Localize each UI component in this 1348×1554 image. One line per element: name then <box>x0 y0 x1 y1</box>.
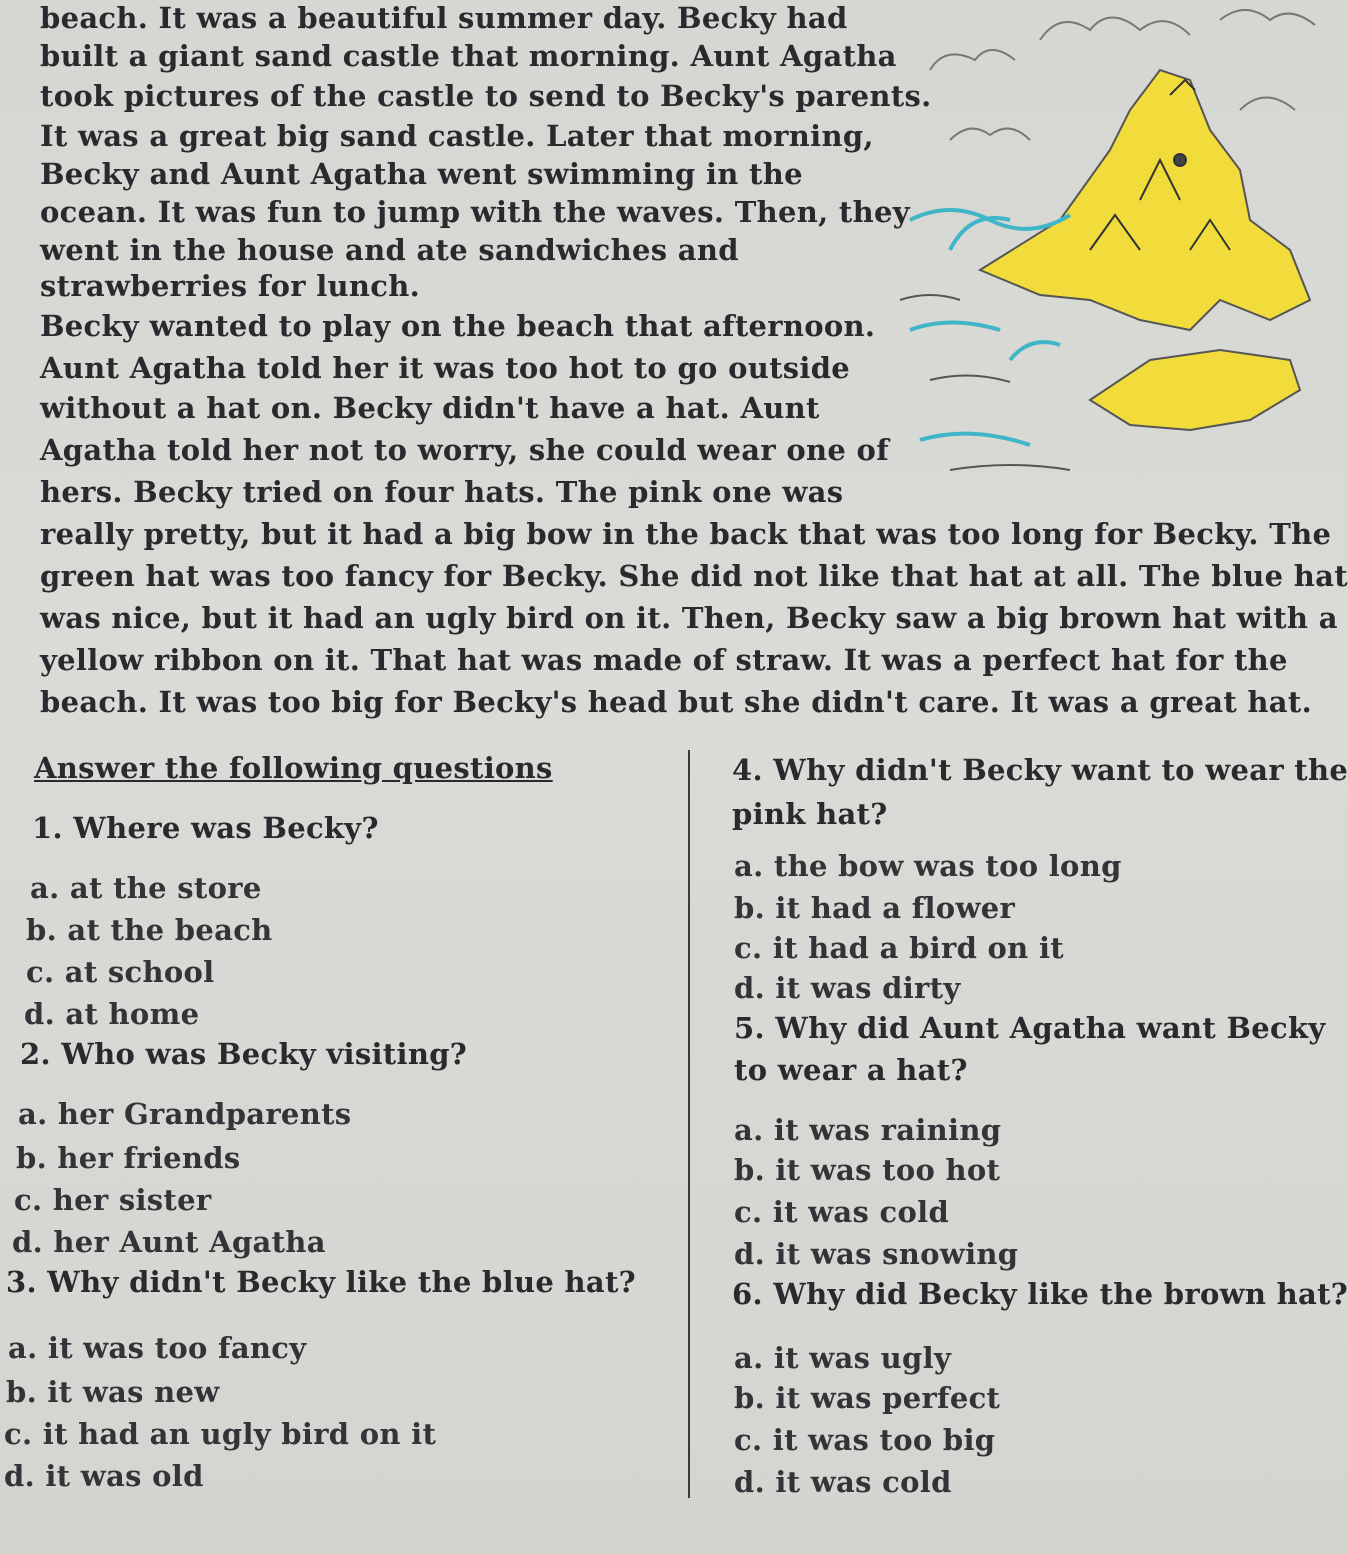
answer-option[interactable]: a. it was too fancy <box>8 1331 307 1365</box>
answer-option[interactable]: a. the bow was too long <box>734 849 1122 883</box>
question-4: 4. Why didn't Becky want to wear the <box>732 753 1348 787</box>
answer-option[interactable]: c. it had an ugly bird on it <box>4 1417 437 1451</box>
story-line: green hat was too fancy for Becky. She did not like that hat at all. The blue hat <box>40 559 1348 593</box>
story-line: Becky wanted to play on the beach that afternoon. <box>40 309 876 343</box>
story-line: was nice, but it had an ugly bird on it. Then, Becky saw a big brown hat with a <box>40 601 1338 635</box>
answer-option[interactable]: b. at the beach <box>26 913 273 947</box>
answer-option[interactable]: c. her sister <box>14 1183 212 1217</box>
clouds-icon <box>930 10 1315 140</box>
answer-option[interactable]: d. her Aunt Agatha <box>12 1225 326 1259</box>
answer-option[interactable]: b. it was perfect <box>734 1381 1001 1415</box>
question-2: 2. Who was Becky visiting? <box>20 1037 468 1071</box>
question-6: 6. Why did Becky like the brown hat? <box>732 1277 1348 1311</box>
answer-option[interactable]: a. it was raining <box>734 1113 1002 1147</box>
story-line: Agatha told her not to worry, she could wear one of <box>40 433 889 467</box>
answer-option[interactable]: b. it had a flower <box>734 891 1016 925</box>
answer-option[interactable]: b. her friends <box>16 1141 241 1175</box>
answer-option[interactable]: a. her Grandparents <box>18 1097 352 1131</box>
answer-option[interactable]: d. it was snowing <box>734 1237 1019 1271</box>
question-3: 3. Why didn't Becky like the blue hat? <box>6 1265 636 1299</box>
answer-option[interactable]: c. it was too big <box>734 1423 996 1457</box>
instructions-heading: Answer the following questions <box>34 751 553 785</box>
question-5: 5. Why did Aunt Agatha want Becky <box>734 1011 1326 1045</box>
story-line: really pretty, but it had a big bow in the back that was too long for Becky. The <box>40 517 1332 551</box>
sand-castle-illustration <box>890 0 1348 480</box>
story-line: beach. It was too big for Becky's head but she didn't care. It was a great hat. <box>40 685 1312 719</box>
story-line: built a giant sand castle that morning. Aunt Agatha <box>40 39 897 73</box>
story-line: ocean. It was fun to jump with the waves. Then, they <box>40 195 910 229</box>
story-line: yellow ribbon on it. That hat was made of straw. It was a perfect hat for the <box>40 643 1288 677</box>
answer-option[interactable]: c. at school <box>26 955 215 989</box>
story-line: Aunt Agatha told her it was too hot to go outside <box>40 351 851 385</box>
story-line: hers. Becky tried on four hats. The pink one was <box>40 475 844 509</box>
story-line: took pictures of the castle to send to Becky's parents. <box>40 79 932 113</box>
question-4-cont: pink hat? <box>732 797 888 831</box>
story-line: It was a great big sand castle. Later that morning, <box>40 119 874 153</box>
answer-option[interactable]: d. at home <box>24 997 200 1031</box>
story-line: Becky and Aunt Agatha went swimming in the <box>40 157 803 191</box>
story-line: strawberries for lunch. <box>40 269 421 303</box>
question-5-cont: to wear a hat? <box>734 1053 968 1087</box>
answer-option[interactable]: c. it was cold <box>734 1195 950 1229</box>
answer-option[interactable]: d. it was cold <box>734 1465 952 1499</box>
story-line: went in the house and ate sandwiches and <box>40 233 739 267</box>
story-line: beach. It was a beautiful summer day. Becky had <box>40 1 848 35</box>
sand-island-icon <box>980 70 1310 330</box>
question-1: 1. Where was Becky? <box>32 811 379 845</box>
column-divider <box>688 750 690 1498</box>
story-line: without a hat on. Becky didn't have a hat. Aunt <box>40 391 820 425</box>
answer-option[interactable]: d. it was dirty <box>734 971 961 1005</box>
answer-option[interactable]: a. at the store <box>30 871 262 905</box>
answer-option[interactable]: d. it was old <box>4 1459 204 1493</box>
answer-option[interactable]: c. it had a bird on it <box>734 931 1064 965</box>
answer-option[interactable]: b. it was new <box>6 1375 220 1409</box>
answer-option[interactable]: b. it was too hot <box>734 1153 1001 1187</box>
answer-option[interactable]: a. it was ugly <box>734 1341 952 1375</box>
